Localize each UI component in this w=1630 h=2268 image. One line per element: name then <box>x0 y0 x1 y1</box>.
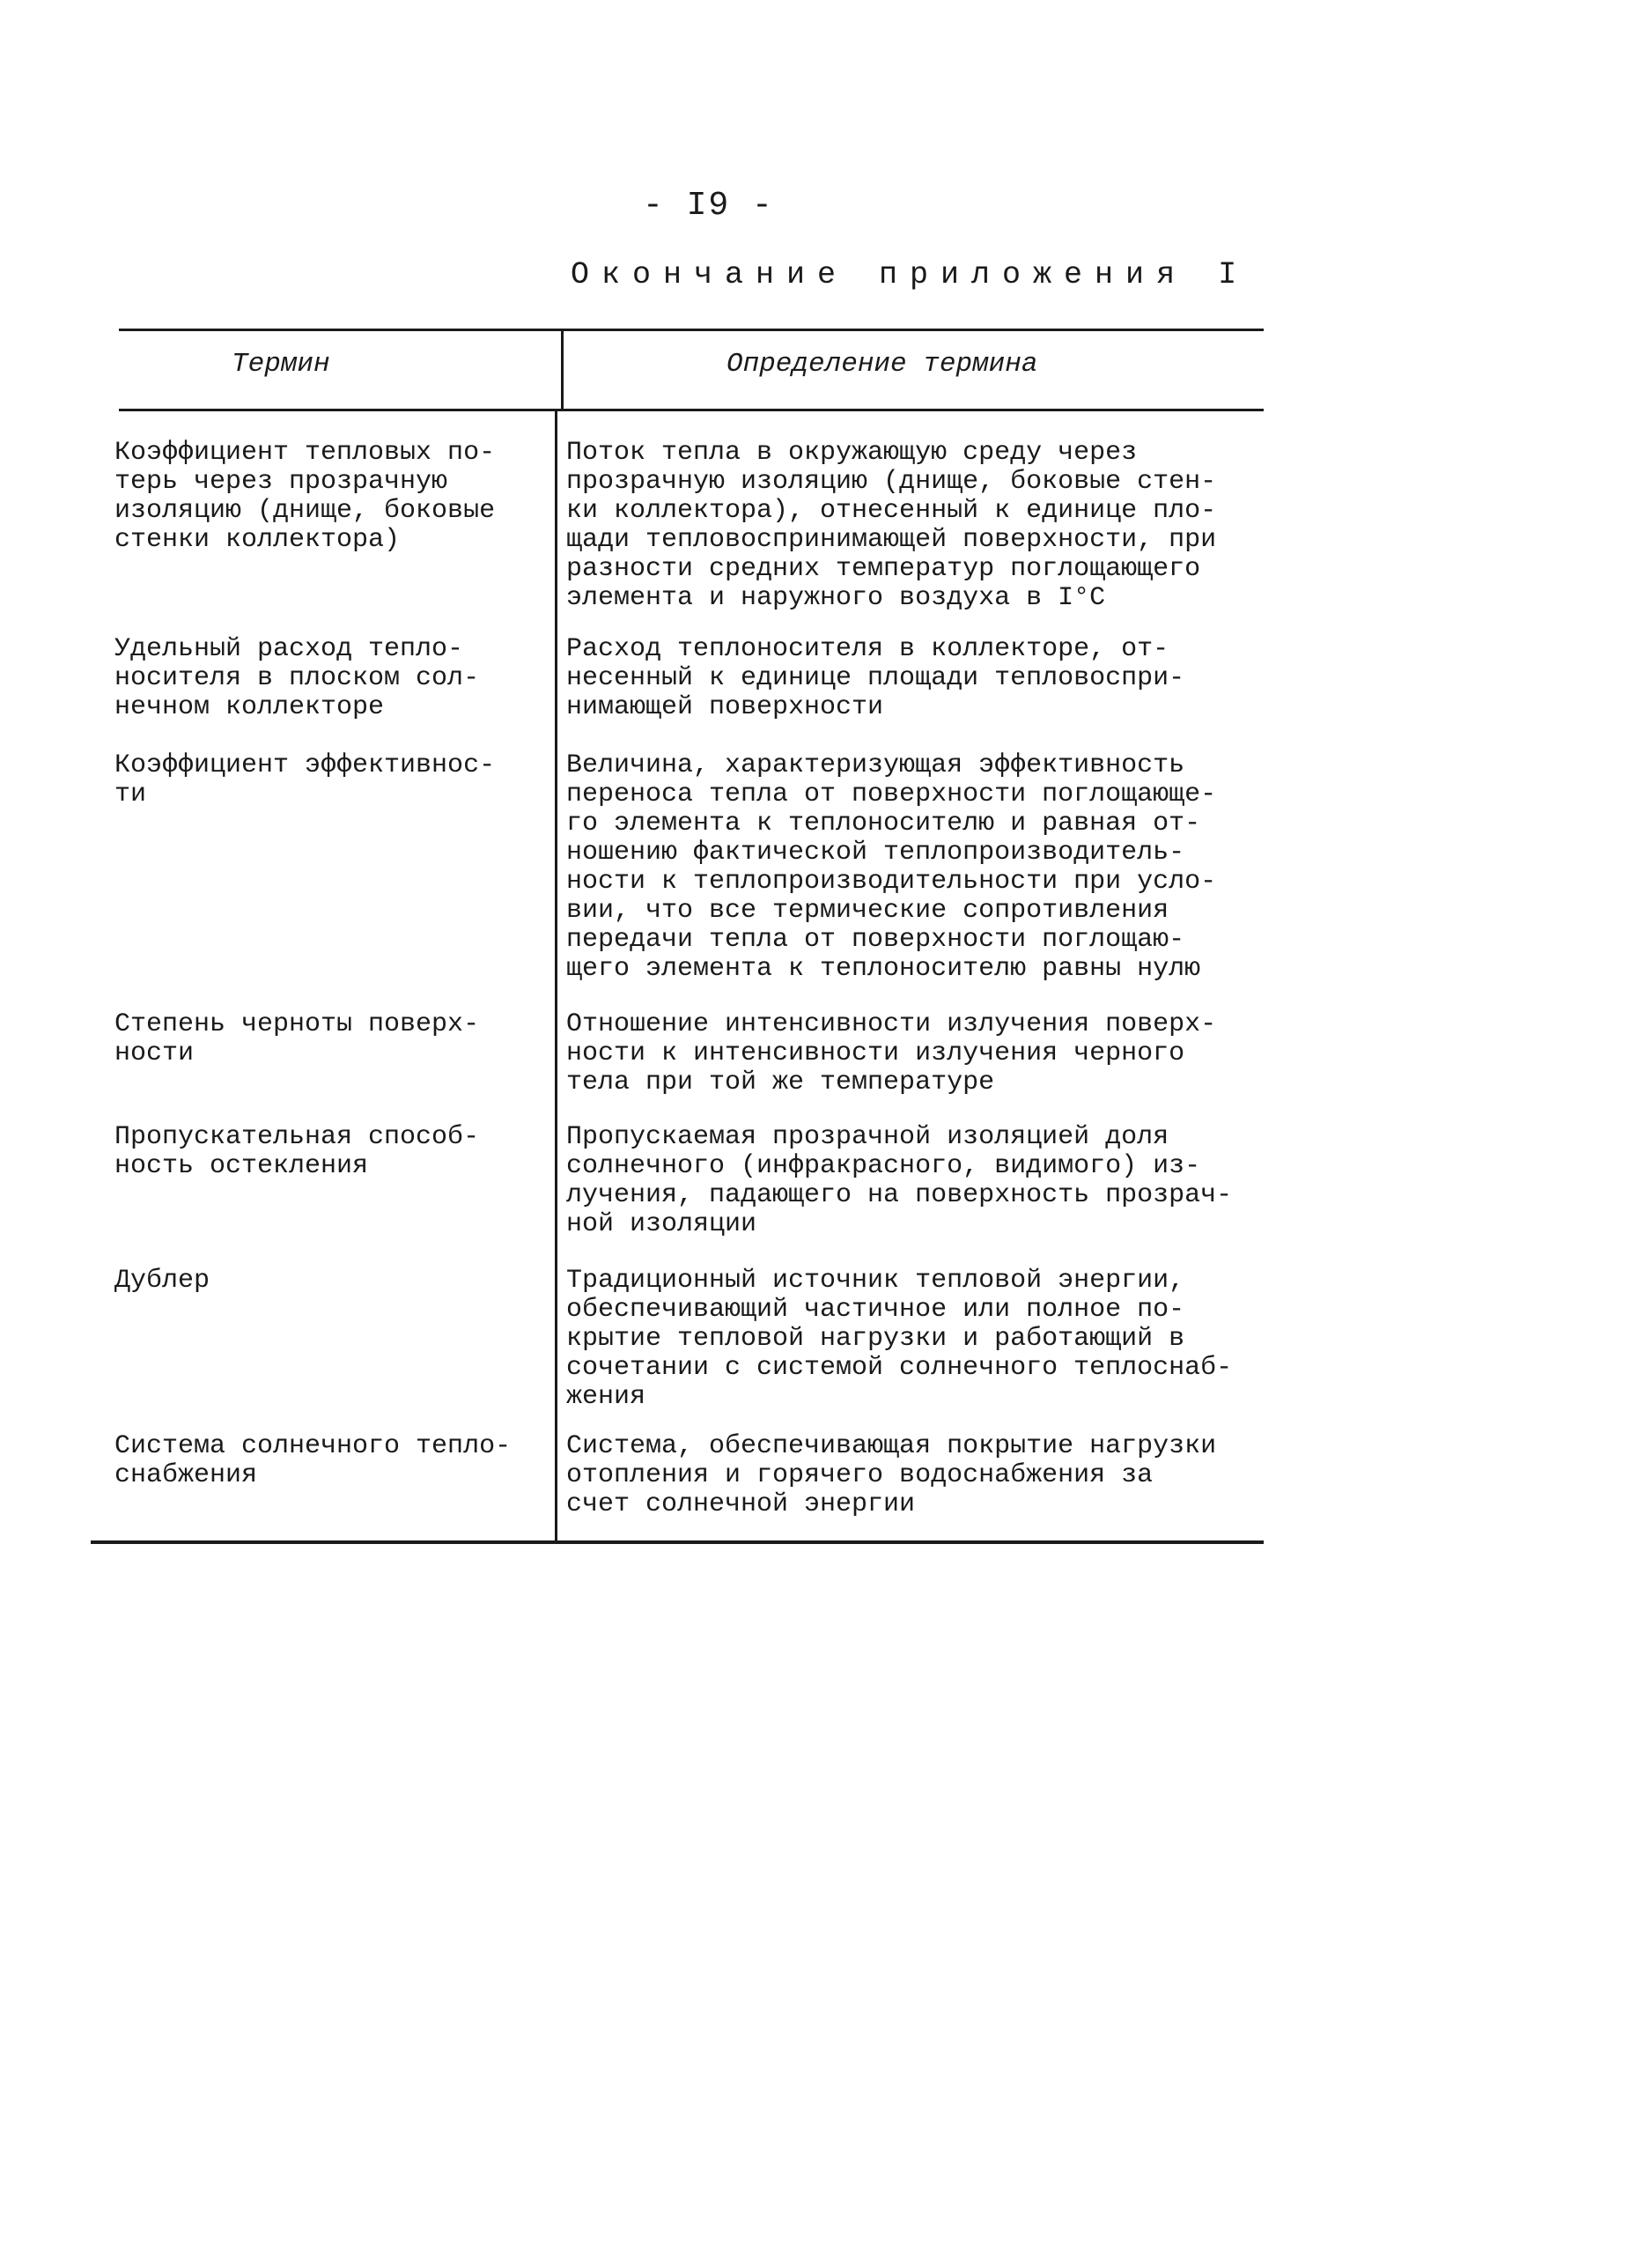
header-bottom-rule <box>119 409 1264 411</box>
page-number: - I9 - <box>643 187 774 225</box>
column-header-definition: Определение термина <box>726 349 1038 380</box>
body-column-divider <box>555 410 557 1542</box>
term-cell: Коэффициент тепловых по- терь через прозрачную изоляцию (днище, боковые стенки коллектора) <box>114 438 496 555</box>
definition-cell: Поток тепла в окружающую среду через прозрачную изоляцию (днище, боковые стен- ки коллектора), отнесенный к единице пло- щади тепловоспринимающей поверхности, при разности средних температур поглощающего элемента и наружного воздуха в I°С <box>566 438 1217 613</box>
definition-cell: Величина, характеризующая эффективность переноса тепла от поверхности поглощающе- го элемента к теплоносителю и равная от- ношению фактической теплопроизводитель- ности к теплопроизводительности при усло- вии, что все термические сопротивления передачи тепла от поверхности поглощаю- щего элемента к теплоносителю равны нулю <box>566 750 1217 984</box>
column-header-term: Термин <box>232 349 330 380</box>
term-cell: Коэффициент эффективнос- ти <box>114 750 496 809</box>
term-cell: Удельный расход тепло- носителя в плоском сол- нечном коллекторе <box>114 634 480 722</box>
definition-cell: Пропускаемая прозрачной изоляцией доля солнечного (инфракрасного, видимого) из- лучения, падающего на поверхность прозрач- ной изоляции <box>566 1122 1233 1239</box>
table-top-rule <box>119 329 1264 331</box>
term-cell: Пропускательная способ- ность остекления <box>114 1122 480 1181</box>
definition-cell: Система, обеспечивающая покрытие нагрузки отопления и горячего водоснабжения за счет солнечной энергии <box>566 1431 1217 1519</box>
definition-cell: Традиционный источник тепловой энергии, обеспечивающий частичное или полное по- крытие тепловой нагрузки и работающий в сочетании с системой солнечного теплоснаб- жения <box>566 1266 1233 1412</box>
term-cell: Степень черноты поверх- ности <box>114 1009 480 1068</box>
term-cell: Система солнечного тепло- снабжения <box>114 1431 512 1490</box>
definition-cell: Отношение интенсивности излучения поверх- ности к интенсивности излучения черного тела при той же температуре <box>566 1009 1217 1097</box>
header-column-divider <box>561 329 564 411</box>
table-bottom-rule <box>91 1540 1264 1544</box>
definition-cell: Расход теплоносителя в коллекторе, от- несенный к единице площади тепловоспри- нимающей поверхности <box>566 634 1185 722</box>
term-cell: Дублер <box>114 1266 210 1296</box>
appendix-heading: Окончание приложения I <box>571 257 1250 292</box>
